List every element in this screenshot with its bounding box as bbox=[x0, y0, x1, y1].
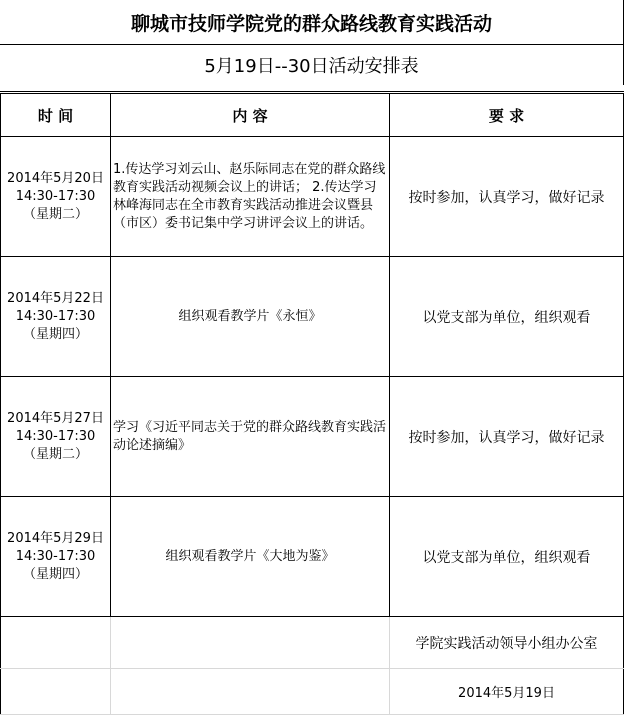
date-text: 2014年5月22日 bbox=[7, 290, 104, 306]
content-cell: 组织观看教学片《大地为鉴》 bbox=[111, 497, 390, 617]
time-cell bbox=[1, 137, 111, 257]
footer-row bbox=[1, 669, 624, 715]
footer-office: 学院实践活动领导小组办公室 bbox=[390, 617, 624, 669]
time-cell bbox=[1, 257, 111, 377]
requirement-cell: 以党支部为单位，组织观看 bbox=[390, 257, 624, 377]
weekday-text: （星期二） bbox=[22, 206, 88, 222]
header-time: 时 间 bbox=[1, 93, 111, 137]
hours-text: 14:30-17:30 bbox=[15, 308, 96, 324]
requirement-cell: 以党支部为单位，组织观看 bbox=[390, 497, 624, 617]
header-requirement: 要 求 bbox=[390, 93, 624, 137]
time-cell bbox=[1, 377, 111, 497]
date-text: 2014年5月29日 bbox=[7, 530, 104, 546]
table-row bbox=[1, 497, 624, 617]
footer-date: 2014年5月19日 bbox=[390, 669, 624, 715]
table-row bbox=[1, 257, 624, 377]
weekday-text: （星期四） bbox=[22, 326, 88, 342]
hours-text: 14:30-17:30 bbox=[15, 548, 96, 564]
weekday-text: （星期二） bbox=[22, 446, 88, 462]
content-cell: 1.传达学习刘云山、赵乐际同志在党的群众路线教育实践活动视频会议上的讲话； 2.传达学习林峰海同志在全市教育实践活动推进会议暨县（市区）委书记集中学习讲评会议上的讲话。 bbox=[111, 137, 390, 257]
date-text: 2014年5月20日 bbox=[7, 170, 104, 186]
page-title: 聊城市技师学院党的群众路线教育实践活动 bbox=[0, 0, 624, 45]
header-row bbox=[1, 93, 624, 137]
date-text: 2014年5月27日 bbox=[7, 410, 104, 426]
table-row bbox=[1, 137, 624, 257]
weekday-text: （星期四） bbox=[22, 566, 88, 582]
hours-text: 14:30-17:30 bbox=[15, 188, 96, 204]
content-cell: 学习《习近平同志关于党的群众路线教育实践活动论述摘编》 bbox=[111, 377, 390, 497]
schedule-table bbox=[0, 91, 624, 715]
hours-text: 14:30-17:30 bbox=[15, 428, 96, 444]
time-cell bbox=[1, 497, 111, 617]
footer-row bbox=[1, 617, 624, 669]
table-row bbox=[1, 377, 624, 497]
header-content: 内 容 bbox=[111, 93, 390, 137]
requirement-cell: 按时参加，认真学习，做好记录 bbox=[390, 137, 624, 257]
requirement-cell: 按时参加，认真学习，做好记录 bbox=[390, 377, 624, 497]
page-subtitle: 5月19日--30日活动安排表 bbox=[0, 45, 624, 85]
content-cell: 组织观看教学片《永恒》 bbox=[111, 257, 390, 377]
